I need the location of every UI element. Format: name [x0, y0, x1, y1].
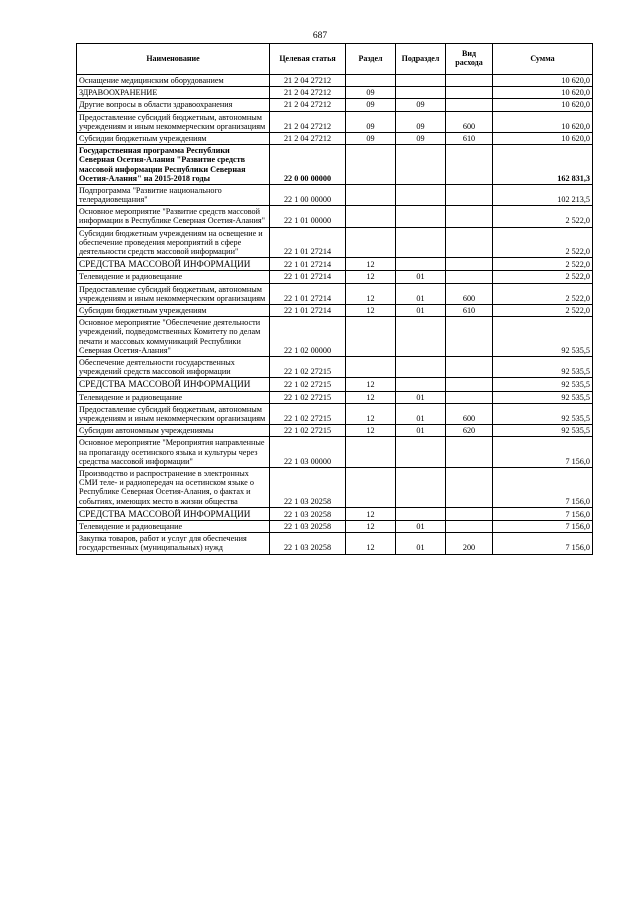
row-section: 12 [346, 521, 396, 533]
table-row [77, 317, 593, 357]
table-row [77, 533, 593, 554]
row-name: Телевидение и радиовещание [77, 521, 270, 533]
row-code: 21 2 04 27212 [270, 99, 346, 111]
row-expense-type [446, 206, 493, 227]
table-row [77, 227, 593, 258]
row-name: СРЕДСТВА МАССОВОЙ ИНФОРМАЦИИ [77, 507, 270, 520]
row-name: Основное мероприятие "Мероприятия направленные на пропаганду осетинского языка и культуры через средства массовой информации" [77, 437, 270, 468]
table-row [77, 521, 593, 533]
table-row [77, 305, 593, 317]
row-amount: 2 522,0 [493, 206, 593, 227]
row-subsection [396, 145, 446, 185]
row-code: 22 1 02 27215 [270, 356, 346, 377]
row-code: 22 1 01 27214 [270, 258, 346, 271]
row-amount: 102 213,5 [493, 184, 593, 205]
row-subsection [396, 378, 446, 391]
table-row [77, 403, 593, 424]
row-section [346, 467, 396, 507]
row-subsection [396, 356, 446, 377]
row-code: 22 1 03 00000 [270, 437, 346, 468]
row-name: Другие вопросы в области здравоохранения [77, 99, 270, 111]
row-subsection [396, 507, 446, 520]
row-amount: 2 522,0 [493, 283, 593, 304]
table-row [77, 87, 593, 99]
row-section: 12 [346, 391, 396, 403]
row-expense-type [446, 99, 493, 111]
row-code: 22 1 03 20258 [270, 521, 346, 533]
row-subsection: 01 [396, 391, 446, 403]
row-amount: 92 535,5 [493, 403, 593, 424]
row-subsection: 09 [396, 99, 446, 111]
row-amount: 7 156,0 [493, 521, 593, 533]
row-expense-type [446, 145, 493, 185]
row-subsection [396, 437, 446, 468]
row-name: ЗДРАВООХРАНЕНИЕ [77, 87, 270, 99]
row-expense-type: 610 [446, 132, 493, 144]
row-section: 12 [346, 378, 396, 391]
row-amount: 2 522,0 [493, 305, 593, 317]
row-name: Субсидии автономным учреждениямы [77, 425, 270, 437]
row-code: 22 1 02 00000 [270, 317, 346, 357]
row-amount: 92 535,5 [493, 378, 593, 391]
row-expense-type [446, 87, 493, 99]
row-code: 21 2 04 27212 [270, 111, 346, 132]
row-name: Обеспечение деятельности государственных учреждений средств массовой информации [77, 356, 270, 377]
row-amount: 92 535,5 [493, 391, 593, 403]
row-name: Предоставление субсидий бюджетным, автономным учреждениям и иным некоммерческим организациям [77, 403, 270, 424]
row-section [346, 145, 396, 185]
row-section [346, 184, 396, 205]
row-amount: 2 522,0 [493, 271, 593, 283]
row-subsection [396, 87, 446, 99]
row-amount: 10 620,0 [493, 99, 593, 111]
page-number: 687 [312, 31, 328, 41]
table-row [77, 356, 593, 377]
table-row [77, 467, 593, 507]
row-expense-type [446, 75, 493, 87]
header-amount: Сумма [493, 44, 593, 75]
row-expense-type [446, 317, 493, 357]
row-code: 22 1 01 27214 [270, 227, 346, 258]
table-row [77, 184, 593, 205]
table-row [77, 283, 593, 304]
row-subsection [396, 227, 446, 258]
row-subsection [396, 317, 446, 357]
row-subsection [396, 75, 446, 87]
row-expense-type: 610 [446, 305, 493, 317]
row-name: Предоставление субсидий бюджетным, автономным учреждениям и иным некоммерческим организациям [77, 111, 270, 132]
row-code: 21 2 04 27212 [270, 87, 346, 99]
row-section [346, 75, 396, 87]
row-name: Субсидии бюджетным учреждениям [77, 132, 270, 144]
row-code: 22 1 03 20258 [270, 533, 346, 554]
row-section: 09 [346, 132, 396, 144]
table-body [77, 75, 593, 555]
row-name: СРЕДСТВА МАССОВОЙ ИНФОРМАЦИИ [77, 258, 270, 271]
row-name: Предоставление субсидий бюджетным, автономным учреждениям и иным некоммерческим организациям [77, 283, 270, 304]
row-code: 22 1 02 27215 [270, 378, 346, 391]
row-expense-type [446, 467, 493, 507]
row-amount: 7 156,0 [493, 533, 593, 554]
row-amount: 92 535,5 [493, 425, 593, 437]
row-code: 22 1 01 27214 [270, 283, 346, 304]
row-expense-type: 620 [446, 425, 493, 437]
row-expense-type [446, 271, 493, 283]
row-name: Субсидии бюджетным учреждениям [77, 305, 270, 317]
row-expense-type [446, 521, 493, 533]
row-section [346, 356, 396, 377]
row-subsection [396, 467, 446, 507]
row-expense-type: 600 [446, 403, 493, 424]
row-section [346, 317, 396, 357]
row-amount: 10 620,0 [493, 111, 593, 132]
row-subsection: 01 [396, 533, 446, 554]
row-subsection [396, 258, 446, 271]
row-amount: 2 522,0 [493, 227, 593, 258]
row-code: 22 1 01 27214 [270, 305, 346, 317]
header-section: Раздел [346, 44, 396, 75]
row-name: Субсидии бюджетным учреждениям на освещение и обеспечение проведения мероприятий в сфере деятельности средств массовой информации" [77, 227, 270, 258]
row-code: 22 1 02 27215 [270, 425, 346, 437]
row-name: Государственная программа Республики Северная Осетия-Алания "Развитие средств массовой информации Республики Северная Осетия-Алания" на 2015-2018 годы [77, 145, 270, 185]
row-expense-type [446, 391, 493, 403]
row-subsection: 01 [396, 271, 446, 283]
row-section [346, 437, 396, 468]
row-amount: 7 156,0 [493, 507, 593, 520]
row-amount: 10 620,0 [493, 132, 593, 144]
row-code: 21 2 04 27212 [270, 75, 346, 87]
table-row [77, 271, 593, 283]
row-expense-type [446, 227, 493, 258]
row-expense-type: 600 [446, 111, 493, 132]
row-section: 12 [346, 305, 396, 317]
table-row [77, 111, 593, 132]
row-subsection [396, 206, 446, 227]
row-code: 22 1 03 20258 [270, 467, 346, 507]
table-row [77, 132, 593, 144]
header-name: Наименование [77, 44, 270, 75]
row-amount: 10 620,0 [493, 87, 593, 99]
row-section: 12 [346, 425, 396, 437]
row-name: Производство и распространение в электронных СМИ теле- и радиопередач на осетинском языке о Республике Северная Осетия-Алания, о фактах и событиях, имеющих место в жизни общества [77, 467, 270, 507]
row-expense-type [446, 356, 493, 377]
table-row [77, 258, 593, 271]
row-name: Основное мероприятие "Развитие средств массовой информации в Республике Северная Осетия-Алания" [77, 206, 270, 227]
row-section: 12 [346, 507, 396, 520]
row-amount: 92 535,5 [493, 317, 593, 357]
row-code: 22 1 01 27214 [270, 271, 346, 283]
row-name: Телевидение и радиовещание [77, 271, 270, 283]
row-subsection: 01 [396, 403, 446, 424]
row-amount: 2 522,0 [493, 258, 593, 271]
header-expense-type: Вид расхода [446, 44, 493, 75]
row-section: 09 [346, 87, 396, 99]
row-section: 12 [346, 403, 396, 424]
row-amount: 92 535,5 [493, 356, 593, 377]
header-subsection: Подраздел [396, 44, 446, 75]
row-name: СРЕДСТВА МАССОВОЙ ИНФОРМАЦИИ [77, 378, 270, 391]
table-row [77, 75, 593, 87]
row-name: Основное мероприятие "Обеспечение деятельности учреждений, подведомственных Комитету по делам печати и массовых коммуникаций Республики Северная Осетия-Алания" [77, 317, 270, 357]
row-code: 22 0 00 00000 [270, 145, 346, 185]
row-subsection: 09 [396, 132, 446, 144]
row-expense-type: 600 [446, 283, 493, 304]
row-subsection: 01 [396, 283, 446, 304]
table-header-row [77, 44, 593, 75]
row-amount: 7 156,0 [493, 437, 593, 468]
row-name: Оснащение медицинским оборудованием [77, 75, 270, 87]
table-row [77, 378, 593, 391]
row-name: Подпрограмма "Развитие национального телерадиовещания" [77, 184, 270, 205]
header-code: Целевая статья [270, 44, 346, 75]
table-row [77, 425, 593, 437]
row-subsection: 01 [396, 521, 446, 533]
row-code: 22 1 00 00000 [270, 184, 346, 205]
budget-table [76, 43, 593, 555]
table-row [77, 391, 593, 403]
row-subsection: 01 [396, 425, 446, 437]
row-section: 09 [346, 111, 396, 132]
row-subsection: 09 [396, 111, 446, 132]
row-expense-type: 200 [446, 533, 493, 554]
row-expense-type [446, 184, 493, 205]
row-code: 22 1 02 27215 [270, 403, 346, 424]
row-amount: 162 831,3 [493, 145, 593, 185]
row-section: 12 [346, 271, 396, 283]
row-section: 12 [346, 533, 396, 554]
table-row [77, 437, 593, 468]
row-subsection [396, 184, 446, 205]
row-name: Телевидение и радиовещание [77, 391, 270, 403]
row-section [346, 206, 396, 227]
row-section [346, 227, 396, 258]
row-amount: 7 156,0 [493, 467, 593, 507]
row-expense-type [446, 378, 493, 391]
row-section: 12 [346, 258, 396, 271]
table-row [77, 206, 593, 227]
row-name: Закупка товаров, работ и услуг для обеспечения государственных (муниципальных) нужд [77, 533, 270, 554]
row-section: 09 [346, 99, 396, 111]
row-amount: 10 620,0 [493, 75, 593, 87]
table-row [77, 145, 593, 185]
row-subsection: 01 [396, 305, 446, 317]
row-expense-type [446, 258, 493, 271]
row-code: 22 1 03 20258 [270, 507, 346, 520]
row-code: 22 1 01 00000 [270, 206, 346, 227]
table-row [77, 99, 593, 111]
row-expense-type [446, 437, 493, 468]
row-expense-type [446, 507, 493, 520]
table-row [77, 507, 593, 520]
row-section: 12 [346, 283, 396, 304]
row-code: 21 2 04 27212 [270, 132, 346, 144]
row-code: 22 1 02 27215 [270, 391, 346, 403]
